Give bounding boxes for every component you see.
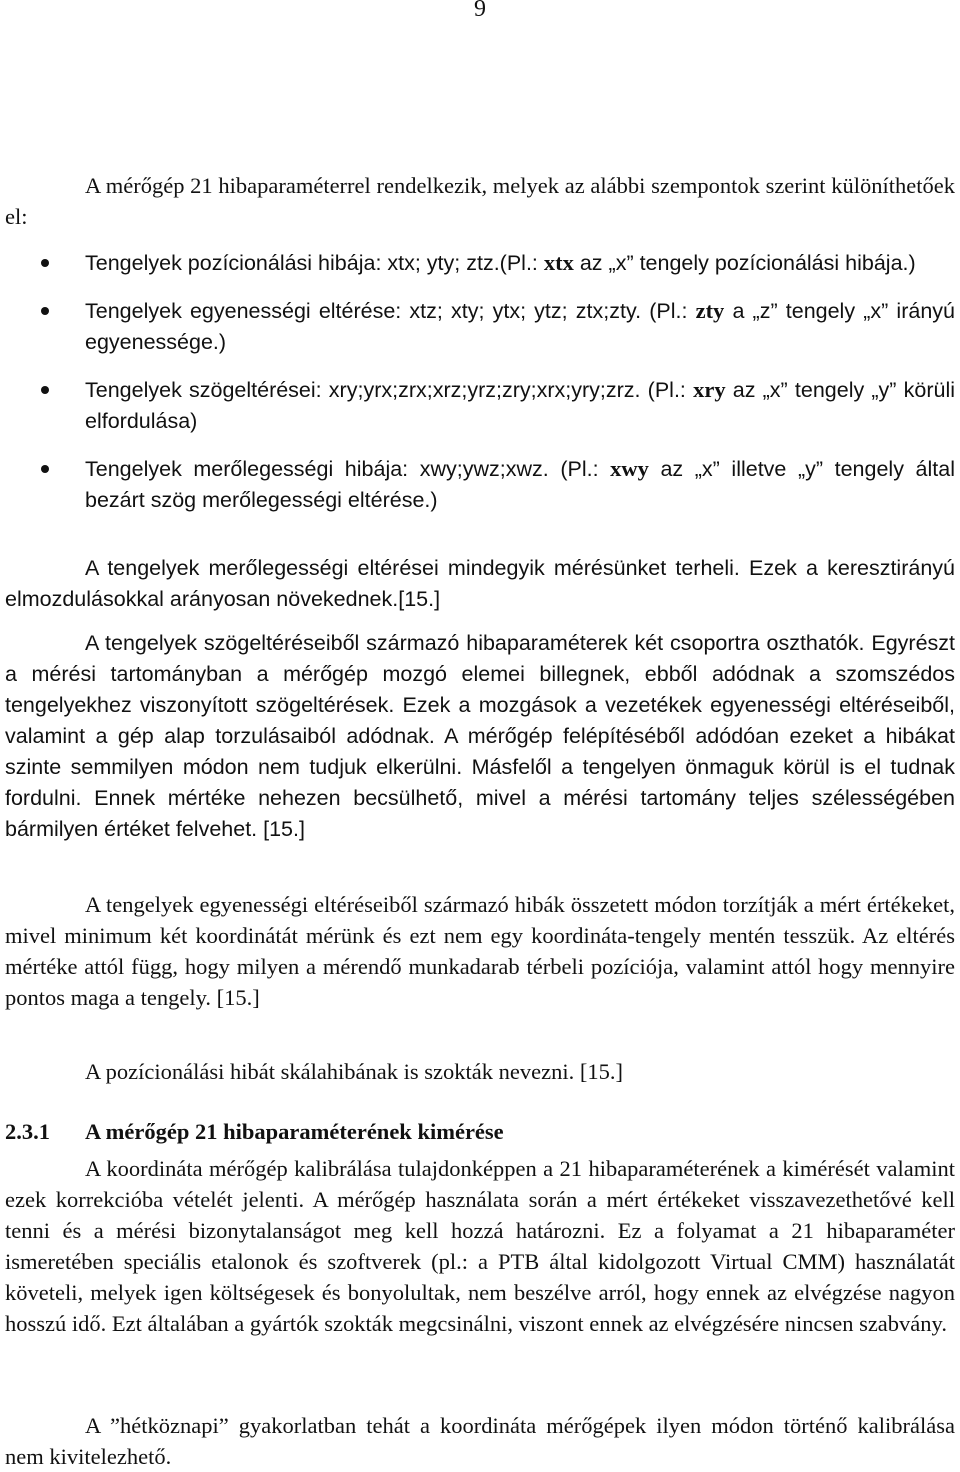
section-heading — [5, 1116, 504, 1147]
section-title: A mérőgép 21 hibaparaméterének kimérése — [85, 1119, 504, 1144]
intro-text: A mérőgép 21 hibaparaméterrel rendelkezik, melyek az alábbi szempontok szerint különíthetőek el: — [5, 173, 955, 229]
bullet-icon — [41, 465, 49, 473]
page-number: 9 — [474, 0, 486, 22]
error-type-list — [5, 247, 955, 516]
list-item: Tengelyek merőlegességi hibája: xwy;ywz;xwz. (Pl.: xwy az „x” illetve „y” tengely által bezárt szög merőlegességi eltérése.) — [5, 453, 955, 516]
paragraph: A tengelyek egyenességi eltéréseiből származó hibák összetett módon torzítják a mért értékeket, mivel minimum két koordinátát mérünk és ezt nem egy koordináta-tengely mentén tesszük. Az eltérés mértéke attól függ, hogy milyen a mérendő munkadarab térbeli pozíciója, valamint attól hogy mennyire pontos maga a tengely. [15.] — [5, 892, 955, 1010]
list-item: Tengelyek szögeltérései: xry;yrx;zrx;xrz;yrz;zry;xrx;yry;zrz. (Pl.: xry az „x” tengely „y” körüli elfordulása) — [5, 374, 955, 437]
paragraph: A ”hétköznapi” gyakorlatban tehát a koordináta mérőgépek ilyen módon történő kalibrálása nem kivitelezhető. — [5, 1413, 955, 1469]
list-item: Tengelyek egyenességi eltérése: xtz; xty; ytx; ytz; ztx;zty. (Pl.: zty a „z” tengely „x” irányú egyenessége.) — [5, 295, 955, 358]
bullet-icon — [41, 307, 49, 315]
bullet-icon — [41, 386, 49, 394]
section-number: 2.3.1 — [5, 1119, 50, 1144]
list-item: Tengelyek pozícionálási hibája: xtx; yty; ztz.(Pl.: xtx az „x” tengely pozícionálási hibája.) — [5, 247, 955, 279]
paragraph: A pozícionálási hibát skálahibának is szokták nevezni. [15.] — [85, 1059, 623, 1084]
paragraph: A tengelyek szögeltéréseiből származó hibaparaméterek két csoportra oszthatók. Egyrészt a mérési tartományban a mérőgép mozgó elemei billegnek, ebből adódnak a szomszédos tengelyekhez viszonyított szögeltérések. Ezek a mozgások a vezetékek egyenességi eltéréseiből, valamint a gép alap torzulásaiból adódnak. A mérőgép felépítéséből adódóan ezeket a hibákat szinte semmilyen módon nem tudjuk elkerülni. Másfelől a tengelyen önmaguk körül is el tudnak fordulni. Ennek mértéke nehezen becsülhető, mivel a mérési tartomány teljes szélességében bármilyen értéket felvehet. [15.] — [5, 631, 955, 841]
paragraph: A tengelyek merőlegességi eltérései mindegyik mérésünket terheli. Ezek a keresztirányú elmozdulásokkal arányosan növekednek.[15.] — [5, 556, 955, 611]
paragraph: A koordináta mérőgép kalibrálása tulajdonképpen a 21 hibaparaméterének a kimérését valamint ezek korrekcióba vételét jelenti. A mérőgép használata során a mért értékeket visszavezethetővé kell tenni és a mérési bizonytalanságot meg kell hozzá határozni. Ez a folyamat a 21 hibaparaméter ismeretében speciális etalonok és szoftverek (pl.: a PTB által kidolgozott Virtual CMM) használatát követeli, melyek igen költségesek és bonyolultak, nem beszélve arról, hogy ennek az elvégzése nagyon hosszú idő. Ezt általában a gyártók szokták megcsinálni, viszont ennek az elvégzésére nincsen szabvány. — [5, 1156, 955, 1336]
bullet-icon — [41, 259, 49, 267]
intro-paragraph — [5, 170, 955, 232]
